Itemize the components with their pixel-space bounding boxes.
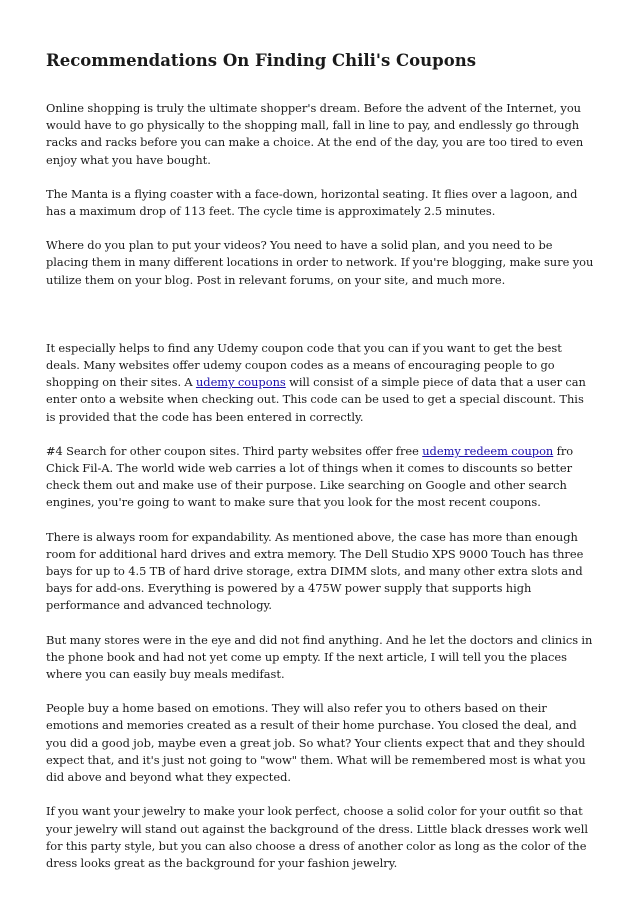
paragraph-expandability: There is always room for expandability. As mentioned above, the case has more than enough room for additional hard drives and extra memory. The Dell Studio XPS 9000 Touch has three bays for up to 4.5 TB of hard drive storage, extra DIMM slots, and many other extra slots and bays for add-ons. Everything is powered by a 475W power supply that supports high performance and advanced technology.: [46, 529, 584, 613]
udemy-coupons-link[interactable]: udemy coupons: [195, 375, 286, 390]
document-page: [46, 50, 594, 889]
paragraph-stores: But many stores were in the eye and did not find anything. And he let the doctors and clinics in the phone book and had not yet come up empty. If the next article, I will tell you the places where you can easily buy meals medifast.: [46, 632, 593, 682]
paragraph-coupon-sites: [46, 443, 594, 512]
paragraph-text: #4 Search for other coupon sites. Third party websites offer free: [46, 443, 423, 458]
paragraph-text: fro Chick Fil-A. The world wide web carries a lot of things when it comes to discounts so better check them out and make use of their purpose. Like searching on Google and other search engines, you're going to want to make sure that you look for the most recent coupons.: [46, 443, 574, 510]
paragraph-home-emotions: People buy a home based on emotions. They will also refer you to others based on their emotions and memories created as a result of their home purchase. You closed the deal, and you did a good job, maybe even a great job. So what? Your clients expect that and they should expect that, and it's just not going to "wow" them. What will be remembered most is what you did above and beyond what they expected.: [46, 701, 586, 785]
paragraph-videos: Where do you plan to put your videos? You need to have a solid plan, and you need to be placing them in many different locations in order to network. If you're blogging, make sure you utilize them on your blog. Post in relevant forums, on your site, and much more.: [46, 238, 594, 287]
udemy-redeem-coupon-link[interactable]: udemy redeem coupon: [422, 443, 554, 458]
paragraph-manta-coaster: The Manta is a flying coaster with a face-down, horizontal seating. It flies over a lagoon, and has a maximum drop of 113 feet. The cycle time is approximately 2.5 minutes.: [46, 186, 578, 219]
paragraph-online-shopping: Online shopping is truly the ultimate shopper's dream. Before the advent of the Internet, you would have to go physically to the shopping mall, fall in line to pay, and endlessly go through racks and racks before you can make a choice. At the end of the day, you are too tired to even enjoy what you have bought.: [46, 101, 584, 167]
page-title: Recommendations On Finding Chili's Coupons: [46, 51, 476, 70]
paragraph-text: will consist of a simple piece of data that a user can enter onto a website when checking out. This code can be used to get a special discount. This is provided that the code has been entered in correctly.: [46, 375, 586, 424]
paragraph-jewelry: If you want your jewelry to make your look perfect, choose a solid color for your outfit so that your jewelry will stand out against the background of the dress. Little black dresses work well for this party style, but you can also choose a dress of another color as long as the color of the dress looks great as the background for your fashion jewelry.: [46, 804, 589, 870]
paragraph-text: It especially helps to find any Udemy coupon code that you can if you want to get the best deals. Many websites offer udemy coupon codes as a means of encouraging people to go shopping on their sites. A: [46, 340, 562, 390]
paragraph-udemy-coupon: [46, 340, 594, 426]
